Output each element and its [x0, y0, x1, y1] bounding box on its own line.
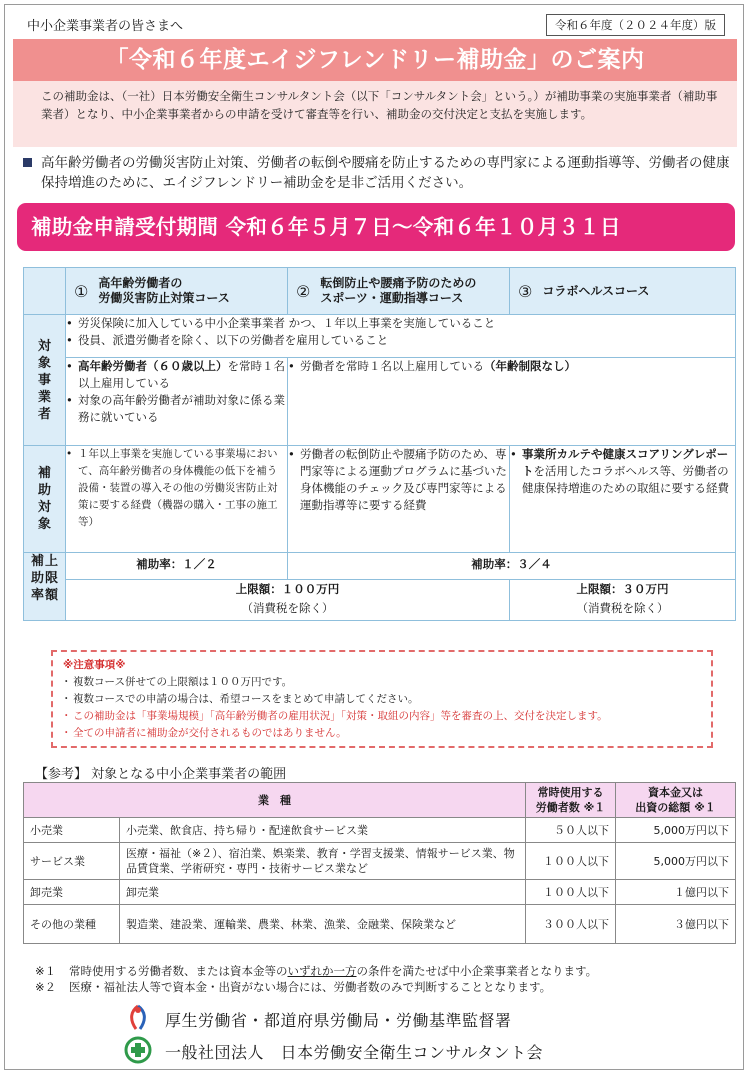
course-1-header: ① 高年齢労働者の 労働災害防止対策コース — [66, 268, 288, 315]
square-bullet-icon — [23, 158, 32, 167]
target-course-1: • １年以上事業を実施している事業場において、高年齢労働者の身体機能の低下を補う設備・装置の導入その他の労働災害防止対策に要する経費（機器の購入・工事の施工等） — [66, 446, 288, 553]
target-side-label: 補 助 対 象 — [24, 446, 66, 553]
intro-text: この補助金は、（一社）日本労働安全衛生コンサルタント会（以下「コンサルタント会」という。）が補助事業の実施事業者（補助事業者）となり、中小企業事業者からの申請を受けて審査等を行い、補助金の交付決定と支払を実施します。 — [41, 89, 718, 121]
course-header-row — [24, 268, 736, 315]
sme-header-row — [24, 783, 736, 818]
intro-panel — [13, 81, 737, 147]
capital-header: 資本金又は 出資の総額 ※１ — [616, 783, 736, 818]
org-consultant-association: 一般社団法人 日本労働安全衛生コンサルタント会 — [165, 1043, 544, 1062]
target-course-3: • 事業所カルテや健康スコアリングレポートを活用したコラボヘルス等、労働者の健康保持増進のための取組に要する経費 — [510, 446, 736, 553]
org-mhlw: 厚生労働省・都道府県労働局・労働基準監督署 — [165, 1011, 512, 1030]
rate-course-1: 補助率：１／２ — [66, 553, 288, 580]
footnote-1: ※１ 常時使用する労働者数、または資本金等のいずれか一方の条件を満たせば中小企業事業者となります。 — [35, 964, 598, 978]
application-period-banner — [17, 203, 735, 251]
eligible-course-1: • 高年齢労働者（６０歳以上）を常時１名以上雇用している • 対象の高年齢労働者が補助対象に係る業務に就いている — [66, 358, 288, 446]
table-row: 卸売業 卸売業 １００人以下 １億円以下 — [24, 880, 736, 905]
workers-header: 常時使用する 労働者数 ※１ — [526, 783, 616, 818]
course-2-header: ② 転倒防止や腰痛予防のための スポーツ・運動指導コース — [288, 268, 510, 315]
title-banner — [13, 39, 737, 81]
eligible-common-cell: • 労災保険に加入している中小企業事業者 かつ、１年以上事業を実施していること • 役員、派遣労働者を除く、以下の労働者を雇用していること — [66, 315, 736, 358]
caution-title: ※注意事項※ — [63, 659, 126, 671]
table-row: その他の業種 製造業、建設業、運輸業、農業、林業、漁業、金融業、保険業など ３００人以下 ３億円以下 — [24, 905, 736, 944]
target-row — [24, 446, 736, 553]
eligible-course-row — [24, 358, 736, 446]
notice-paragraph — [23, 153, 733, 193]
eligible-course-2-3: • 労働者を常時１名以上雇用している（年齢制限なし） — [288, 358, 736, 446]
table-row: 小売業 小売業、飲食店、持ち帰り・配達飲食サービス業 ５０人以下 5,000万円以下 — [24, 818, 736, 843]
course-3-header: ③ コラボヘルスコース — [510, 268, 736, 315]
reference-title: 【参考】 対象となる中小企業事業者の範囲 — [35, 767, 287, 782]
header-corner — [24, 268, 66, 315]
audience-label: 中小企業事業者の皆さまへ — [27, 19, 184, 34]
rate-side-label: 補 助 率 上 限 額 — [24, 553, 66, 621]
caution-item: ・ この補助金は「事業場規模」「高年齢労働者の雇用状況」「対策・取組の内容」等を審査の上、交付を決定します。 — [63, 708, 701, 725]
caution-item: ・ 全ての申請者に補助金が交付されるものではありません。 — [63, 725, 701, 742]
sme-range-table — [23, 782, 736, 944]
limit-course-1-2: 上限額：１００万円 （消費税を除く） — [66, 580, 510, 621]
industry-header: 業 種 — [24, 783, 526, 818]
footnotes — [35, 963, 597, 995]
table-row: サービス業 医療・福祉（※２）、宿泊業、娯楽業、教育・学習支援業、情報サービス業、物品賃貸業、学術研究・専門・技術サービス業など １００人以下 5,000万円以下 — [24, 843, 736, 880]
limit-row — [24, 580, 736, 621]
mhlw-logo-icon — [123, 1003, 153, 1033]
flyer-page — [4, 4, 744, 1070]
caution-item: ・ 複数コースでの申請の場合は、希望コースをまとめて申請してください。 — [63, 691, 701, 708]
limit-course-3: 上限額：３０万円 （消費税を除く） — [510, 580, 736, 621]
page-title: 「令和６年度エイジフレンドリー補助金」のご案内 — [105, 47, 645, 73]
rate-course-2-3: 補助率：３／４ — [288, 553, 736, 580]
consultant-association-logo-icon — [123, 1035, 153, 1065]
edition-badge: 令和６年度（２０２４年度）版 — [546, 14, 725, 36]
notice-text: 高年齢労働者の労働災害防止対策、労働者の転倒や腰痛を防止するための専門家による運動指導等、労働者の健康保持増進のために、エイジフレンドリー補助金を是非ご活用ください。 — [41, 155, 730, 191]
eligible-common-row — [24, 315, 736, 358]
caution-item: ・ 複数コース併せての上限額は１００万円です。 — [63, 674, 701, 691]
footnote-2: ※２ 医療・福祉法人等で資本金・出資がない場合には、労働者数のみで判断することとなります。 — [35, 980, 552, 994]
rate-row — [24, 553, 736, 580]
application-period: 補助金申請受付期間 令和６年５月７日～令和６年１０月３１日 — [31, 215, 621, 239]
caution-notes — [51, 650, 713, 748]
eligible-side-label: 対 象 事 業 者 — [24, 315, 66, 446]
target-course-2: • 労働者の転倒防止や腰痛予防のため、専門家等による運動プログラムに基づいた身体機能のチェック及び専門家等による運動指導等に要する経費 — [288, 446, 510, 553]
course-table — [23, 267, 736, 621]
